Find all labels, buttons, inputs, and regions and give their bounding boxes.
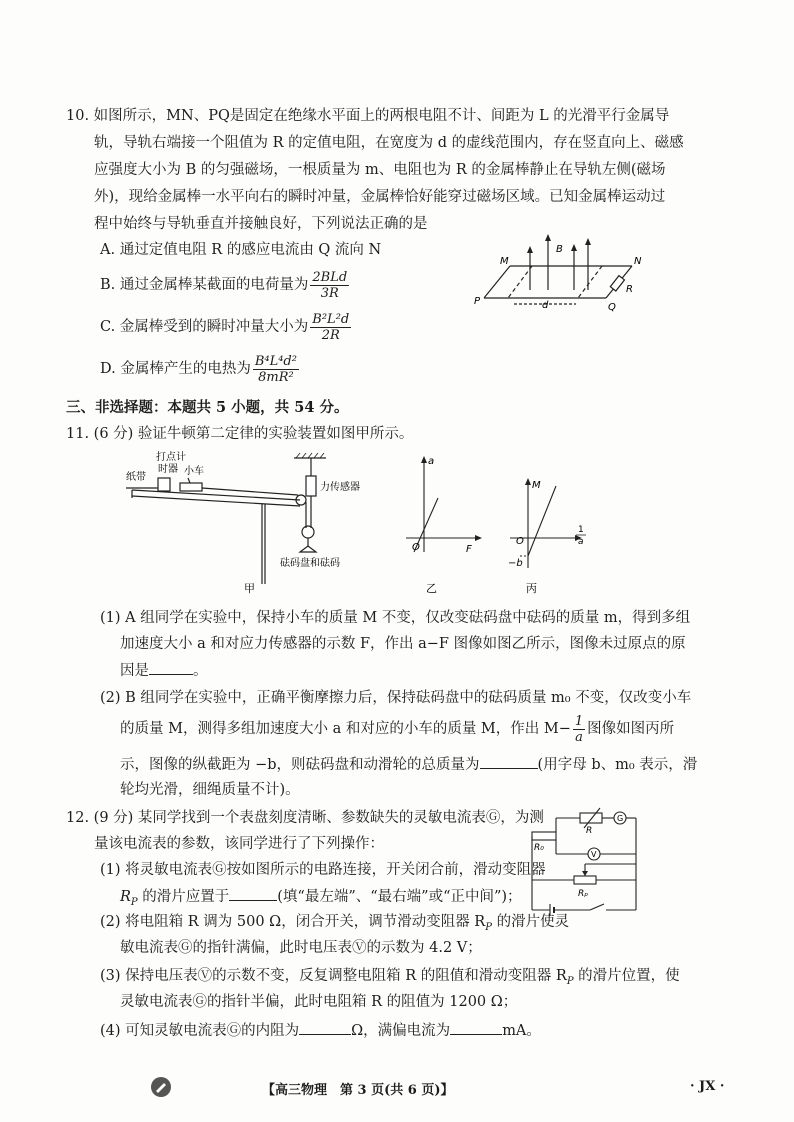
label-rp: Rₚ [578,889,589,899]
pointer-car [188,478,190,483]
q11-figure-yi [398,452,488,596]
q11-part1-line3-text: 因是 [120,663,149,679]
caption-jia: 甲 [244,582,255,595]
label-a-axis: a [578,537,584,547]
force-sensor [306,476,316,496]
pencil-icon [150,1076,172,1098]
q12-step2-line2: 敏电流表Ⓖ的指针满偏，此时电压表Ⓥ的示数为 4.2 V； [120,940,482,956]
q12-step1-line2 [120,886,522,913]
q12-step2-sub: P [485,921,492,933]
q12-step3-sub: P [566,975,574,987]
label-g: G [617,814,624,823]
q12-answer-2-blank[interactable] [299,1020,351,1035]
q12-step4 [100,1020,541,1041]
q12-rp-subscript: P [130,896,138,908]
q10-line-2: 轨，导轨右端接一个阻值为 R 的定值电阻，在宽度为 d 的虚线范围内，存在竖直向上、磁感 [94,135,684,151]
q12-step3-line1-end: 的滑片位置，使 [573,968,680,984]
q10-line-1: 10. 如图所示，MN、PQ是固定在绝缘水平面上的两根电阻不计、间距为 L 的光滑平行金属导 [66,108,670,124]
q10-option-d [100,352,301,386]
page-footer [0,1076,794,1100]
q10-option-c-fraction [310,312,351,343]
q10-option-d-den: 8mR² [258,369,294,385]
label-o: O [412,542,420,553]
q12-step1-line1: (1) 将灵敏电流表Ⓖ按如图所示的电路连接，开关闭合前，滑动变阻器 [100,862,546,878]
q10-option-c [100,310,353,344]
label-minus-b: −b [508,558,523,569]
q12-step3-line1-a: (3) 保持电压表Ⓥ的示数不变，反复调整电阻箱 R 的阻值和滑动变阻器 R [100,968,567,984]
graph-line [528,486,556,556]
q12-step4-c: mA。 [502,1023,541,1039]
q12-step2-line1-end: 的滑片使灵 [491,914,570,930]
footer-page-info: 【高三物理 第 3 页(共 6 页)】 [262,1083,454,1098]
string-horizontal [202,488,298,495]
label-timer-2: 时器 [158,464,178,475]
q11-part1-line3-end: 。 [193,663,208,679]
resistor-r0 [532,832,556,840]
q10-option-b [100,268,351,302]
q11-part2-line2-b: 图像如图丙所 [587,721,675,737]
label-r: R [586,826,593,836]
label-m: M [500,256,509,267]
q10-option-b-num: 2BLd [312,269,348,285]
label-a: a [428,456,435,467]
q11-part2-line3-a: 示，图像的纵截距为 −b，则砝码盘和动滑轮的总质量为 [120,757,480,773]
board-bottom [132,496,300,506]
footer-code: · JX · [690,1079,725,1094]
q11-answer-1-blank[interactable] [149,660,193,675]
q11-part2-line3-b: (用字母 b、m₀ 表示，滑 [537,757,698,773]
q11-part2-line3 [120,754,697,775]
resistor-box-r [580,813,602,823]
rheostat-rp [574,876,596,884]
q12-step1-line2-c: (填“最左端”、“最右端”或“正中间”)； [277,889,522,905]
q10-option-c-num: B²L²d [312,311,350,327]
q11-figure-jia [122,448,382,596]
q10-option-c-text: C. 金属棒受到的瞬时冲量大小为 [100,319,309,335]
q12-line-2: 量该电流表的参数，该同学进行了下列操作： [94,836,384,852]
q12-step2-line1-a: (2) 将电阻箱 R 调为 500 Ω，闭合开关，调节滑动变阻器 R [100,914,486,930]
label-q: Q [608,302,616,313]
q10-option-b-fraction [310,270,349,301]
q11-part1-line2: 加速度大小 a 和对应力传感器的示数 F，作出 a−F 图像如图乙所示，图像未过原点的原 [120,636,686,652]
label-r: R [626,284,633,295]
weight-pan [300,546,316,552]
q10-line-3: 应强度大小为 B 的匀强磁场，一根质量为 m、电阻也为 R 的金属棒静止在导轨左侧(磁场 [94,162,666,178]
label-weights: 砝码盘和砝码 [280,558,340,569]
q10-line-5: 程中始终与导轨垂直并接触良好，下列说法正确的是 [94,216,428,232]
q11-part2-line2-a: 的质量 M，测得多组加速度大小 a 和对应的小车的质量 M，作出 M− [120,721,571,737]
q11-answer-2-blank[interactable] [480,754,538,769]
q12-step4-b: Ω，满偏电流为 [351,1023,451,1039]
q10-option-d-fraction [253,354,299,385]
q10-option-a: A. 通过定值电阻 R 的感应电流由 Q 流向 N [100,242,382,258]
label-tape: 纸带 [126,472,146,483]
label-car: 小车 [184,466,204,477]
q11-part2-fraction [573,714,585,745]
q10-option-b-text: B. 通过金属棒某截面的电荷量为 [100,277,309,293]
q12-answer-1-blank[interactable] [229,886,277,901]
label-n: N [634,256,642,267]
caption-bing: 丙 [526,582,537,595]
label-p: P [474,296,481,307]
q12-line-1: 12. (9 分) 某同学找到一个表盘刻度清晰、参数缺失的灵敏电流表Ⓖ，为测 [66,810,544,826]
label-v: V [591,850,597,859]
q12-rp-symbol: R [120,889,131,905]
q10-option-c-den: 2R [321,327,340,343]
caption-yi: 乙 [426,582,437,595]
q11-title: 11. (6 分) 验证牛顿第二定律的实验装置如图甲所示。 [66,426,414,442]
label-timer-1: 打点计 [156,452,186,463]
label-sensor: 力传感器 [320,482,360,493]
section-3-heading: 三、非选择题：本题共 5 小题，共 54 分。 [66,399,349,416]
q12-step1-line2-b: 的滑片应置于 [137,889,230,905]
q12-step3-line1 [100,966,680,992]
label-f: F [466,544,472,555]
q12-step3-line2: 灵敏电流表Ⓖ的指针半偏，此时电阻箱 R 的阻值为 1200 Ω； [120,994,518,1010]
q11-part1-line1: (1) A 组同学在实验中，保持小车的质量 M 不变，仅改变砝码盘中砝码的质量 m，得到多组 [100,610,691,626]
field-boundary-left [508,266,532,298]
q11-part2-frac-num: 1 [574,713,584,729]
q10-line-4: 外)，现给金属棒一水平向右的瞬时冲量，金属棒恰好能穿过磁场区域。已知金属棒运动过 [94,189,666,205]
q11-part1-line3 [120,660,208,681]
q10-option-d-num: B⁴L⁴d² [254,353,297,369]
resistor-r [610,276,624,291]
car-box [180,483,202,491]
pulley-movable [302,526,314,538]
q10-option-b-den: 3R [320,285,339,301]
label-d: d [542,300,549,311]
q11-part2-line2 [120,712,674,746]
q12-circuit-figure [528,802,654,920]
q12-answer-3-blank[interactable] [450,1020,502,1035]
q11-part2-frac-den: a [575,729,583,745]
label-b: B [556,244,563,255]
label-one: 1 [578,525,584,535]
q12-step2-line1 [100,912,569,938]
label-o: O [516,536,524,547]
q10-rail-figure [470,232,650,314]
timer-box [158,478,170,491]
label-m-axis: M [532,480,541,491]
field-boundary-right [578,266,602,298]
q12-step4-a: (4) 可知灵敏电流表Ⓖ的内阻为 [100,1023,300,1039]
rod [484,266,510,298]
q11-figure-bing [500,476,600,596]
board-top [132,490,300,500]
q11-part2-line4: 轮均光滑，细绳质量不计)。 [120,782,300,798]
switch [590,904,604,910]
label-r0: R₀ [534,843,544,853]
q11-part2-line1: (2) B 组同学在实验中，正确平衡摩擦力后，保持砝码盘中的砝码质量 m₀ 不变，仅改变小车 [100,690,692,706]
q10-option-d-text: D. 金属棒产生的电热为 [100,361,251,377]
